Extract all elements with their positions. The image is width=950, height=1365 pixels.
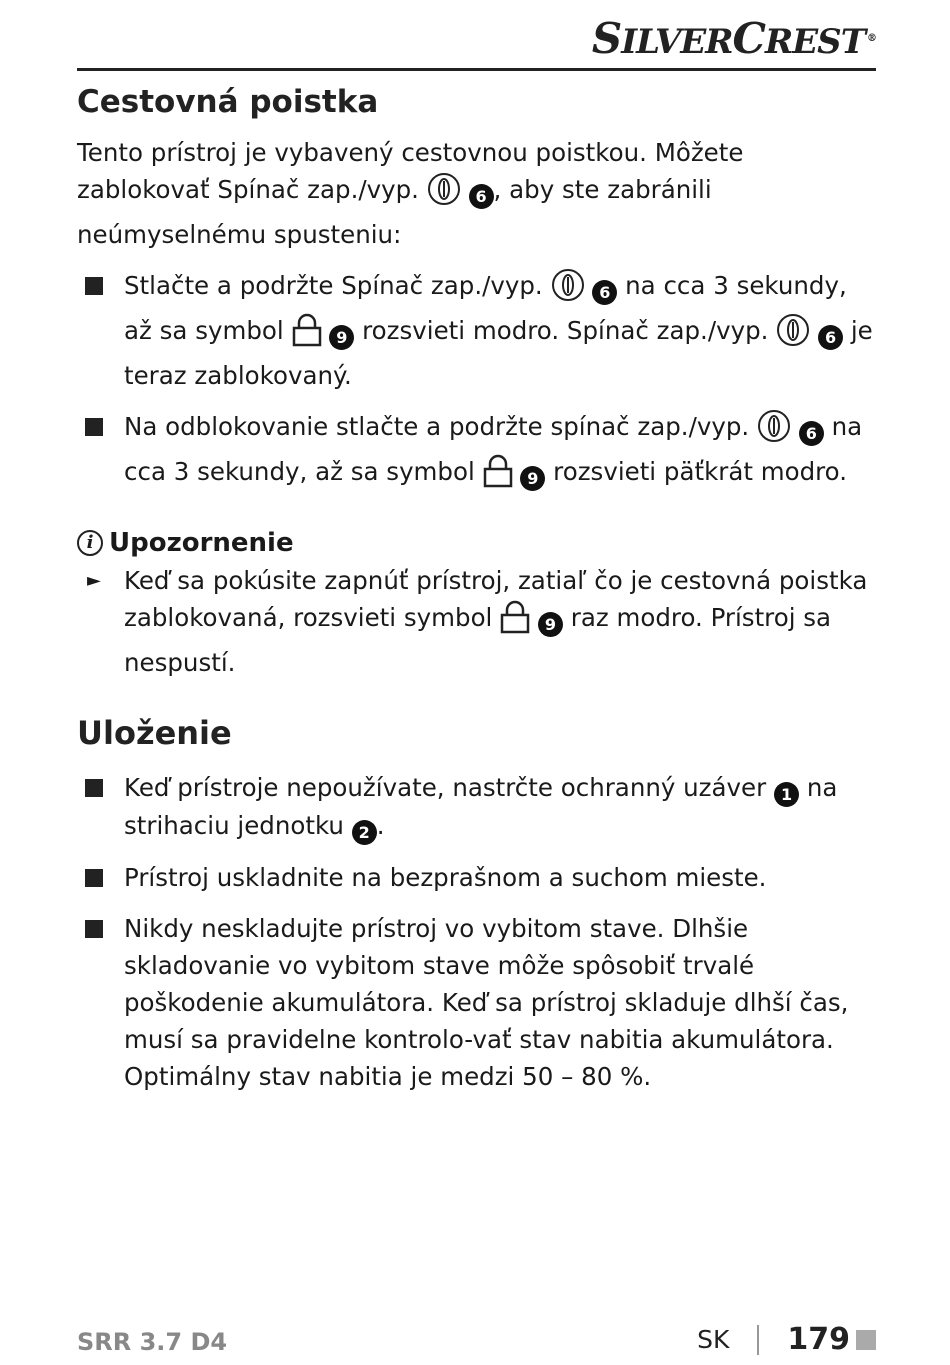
note-box <box>77 526 877 681</box>
square-bullet-icon <box>85 920 103 938</box>
list-item: Na odblokovanie stlačte a podržte spínač zap./vyp. 6 na cca 3 sekundy, až sa symbol 9 rozsvieti päťkrát modro. <box>77 408 877 498</box>
storage-steps <box>77 769 877 1095</box>
power-switch-icon <box>757 409 791 453</box>
footer-language: SK <box>697 1325 730 1354</box>
ref-number-switch: 6 <box>469 184 494 209</box>
list-item: Nikdy neskladujte prístroj vo vybitom stave. Dlhšie skladovanie vo vybitom stave môže spôsobiť trvalé poškodenie akumulátora. Keď sa prístroj skladuje dlhší čas, musí sa pravidelne kontrolo-vať stav nabitia akumulátora. Optimálny stav nabitia je medzi 50 – 80 %. <box>77 910 877 1095</box>
list-item: Prístroj uskladnite na bezprašnom a suchom mieste. <box>77 859 877 896</box>
power-switch-icon <box>551 268 585 312</box>
power-switch-icon <box>776 313 810 357</box>
power-switch-icon <box>427 172 461 216</box>
ref-number-switch: 6 <box>592 280 617 305</box>
square-bullet-icon <box>85 277 103 295</box>
page-content <box>77 80 877 1095</box>
list-item: Keď prístroje nepoužívate, nastrčte ochranný uzáver 1 na strihaciu jednotku 2 . <box>77 769 877 845</box>
travel-lock-steps <box>77 267 877 498</box>
ref-number-lock: 9 <box>329 325 354 350</box>
ref-number-cutting-unit: 2 <box>352 820 377 845</box>
note-heading <box>77 526 877 560</box>
list-item: Stlačte a podržte Spínač zap./vyp. 6 na cca 3 sekundy, až sa symbol 9 rozsvieti modro. Spínač zap./vyp. 6 je teraz zablokovaný. <box>77 267 877 394</box>
brand-logo: SILVERCREST ® <box>591 14 876 63</box>
ref-number-cap: 1 <box>774 782 799 807</box>
lock-icon <box>500 600 530 644</box>
footer-divider <box>757 1325 759 1355</box>
ref-number-switch: 6 <box>818 325 843 350</box>
footer-square-icon <box>856 1330 876 1350</box>
footer-model: SRR 3.7 D4 <box>77 1328 228 1356</box>
footer-pagination <box>697 1322 876 1357</box>
intro-paragraph: Tento prístroj je vybavený cestovnou poistkou. Môžete zablokovať Spínač zap./vyp. 6 , aby ste zabránili neúmyselnému spusteniu: <box>77 138 744 249</box>
note-title: Upozornenie <box>109 528 294 558</box>
section-title-travel-lock: Cestovná poistka <box>77 84 379 120</box>
header-rule <box>77 68 876 71</box>
section-title-storage: Uloženie <box>77 714 232 752</box>
lock-icon <box>292 313 322 357</box>
note-text: ► Keď sa pokúsite zapnúť prístroj, zatiaľ čo je cestovná poistka zablokovaná, rozsvieti symbol 9 raz modro. Prístroj sa nespustí. <box>77 562 877 681</box>
ref-number-lock: 9 <box>520 466 545 491</box>
square-bullet-icon <box>85 418 103 436</box>
arrow-bullet-icon: ► <box>87 570 101 591</box>
square-bullet-icon <box>85 779 103 797</box>
ref-number-lock: 9 <box>538 612 563 637</box>
page-number: 179 <box>787 1322 850 1357</box>
square-bullet-icon <box>85 869 103 887</box>
lock-icon <box>483 454 513 498</box>
ref-number-switch: 6 <box>799 421 824 446</box>
info-icon: i <box>77 530 103 556</box>
